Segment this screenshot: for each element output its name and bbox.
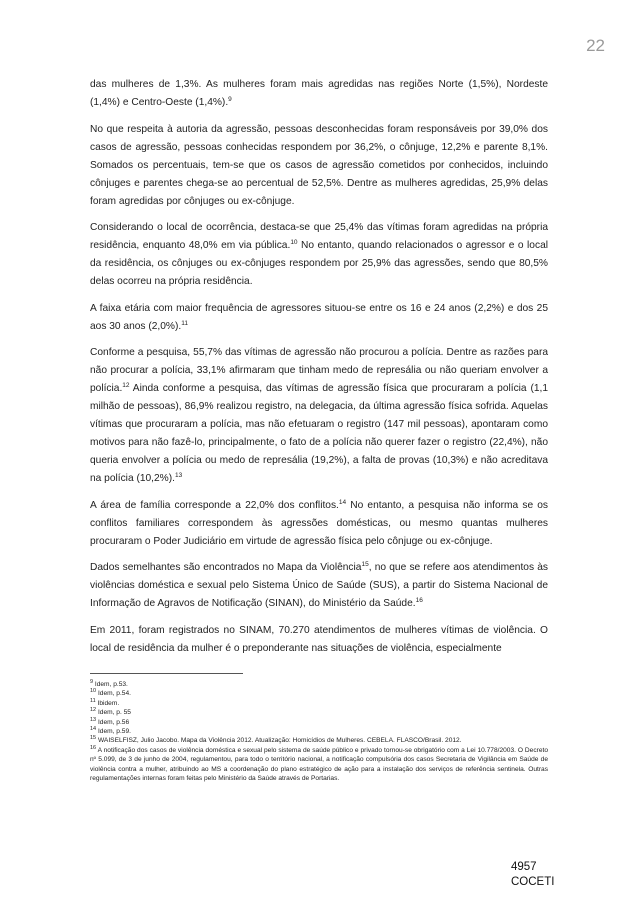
footnote-text: Idem, p.59.: [96, 728, 131, 736]
footnote: [90, 736, 548, 745]
footnote: [90, 680, 548, 689]
paragraph-text: , no que se refere aos atendimentos às violências doméstica e sexual pelo Sistema Único de Saúde (SUS), a partir do Sistema Nacional de Informação de Agravos de Notificação (SINAN), do Ministério da Saúde.: [90, 562, 548, 609]
paragraph: [90, 76, 548, 112]
footnote-number: 15: [90, 735, 97, 742]
paragraph: [90, 622, 548, 658]
footnote-text: Idem, p. 55: [96, 709, 131, 717]
footnote-text: Idem, p.53.: [93, 681, 128, 688]
paragraph-text: Considerando o local de ocorrência, destaca-se que 25,4% das vítimas foram agredidas na própria residência, enquanto 48,0% em via pública.: [90, 222, 548, 251]
footnote-reference: 10: [290, 239, 298, 246]
paragraph: [90, 497, 548, 551]
footnote-text: Idem, p.54.: [96, 690, 131, 698]
footnote-number: 16: [90, 744, 97, 751]
footnote: [90, 689, 548, 698]
paragraph: [90, 121, 548, 211]
paragraph-text: No entanto, quando relacionados o agressor e o local da residência, os cônjuges ou ex-cônjuges respondem por 25,9% das agressões, sendo que 80,5% delas ocorreu na própria residência.: [90, 240, 548, 287]
paragraph-text: Ainda conforme a pesquisa, das vítimas de agressão física que procuraram a polícia (1,1 milhão de pessoas), 86,9% realizou registro, na delegacia, da última agressão física sofrida. Aquelas vítimas que procuraram a polícia, mas não efetuaram o registro (147 mil pessoas), apontaram como motivos para não fazê-lo, principalmente, o fato de a polícia não querer fazer o registro (22,4%), não queria envolver a polícia ou medo de represália (19,2%), a falta de provas (10,3%) e não acreditava na polícia (10,2%).: [90, 383, 548, 484]
footnote-reference: 12: [122, 382, 130, 389]
footnote-reference: 13: [174, 472, 183, 479]
footnote-text: WAISELFISZ, Julio Jacobo. Mapa da Violência 2012. Atualização: Homicídios de Mulheres. CEBELA. FLASCO/Brasil. 2012.: [96, 737, 462, 745]
footnote-number: 12: [90, 707, 97, 714]
footnote: [90, 746, 548, 784]
paragraph: [90, 344, 548, 488]
paragraph: [90, 559, 548, 613]
paragraph-text: A área de família corresponde a 22,0% dos conflitos.: [90, 499, 339, 511]
footnote-divider: [90, 673, 243, 674]
footnote-reference: 14: [338, 498, 347, 506]
paragraph-text: Em 2011, foram registrados no SINAM, 70.270 atendimentos de mulheres vítimas de violência. O local de residência da mulher é o preponderante nas situações de violência, especialmente: [90, 624, 548, 654]
page-stamp: [511, 860, 554, 890]
paragraph-text: No entanto, a pesquisa não informa se os conflitos familiares correspondem às agressões domésticas, ou mesmo quantas mulheres procuraram o Poder Judiciário em virtude de agressão física pelo cônjuge ou ex-cônjuge.: [90, 499, 549, 547]
paragraph: [90, 219, 548, 291]
footnote-number: 10: [90, 688, 97, 695]
footnote-text: A notificação dos casos de violência doméstica e sexual pelo sistema de saúde público e privado tornou-se obrigatório com a Lei 10.778/2003. O Decreto nº 5.099, de 3 de junho de 2004, regulamentou, para todo o território nacional, a notificação compulsória dos casos Secretaria de Vigilância em Saúde de violência contra a mulher, atribuindo ao MS a coordenação do plano estratégico de ação para a instalação dos serviços de referência sentinela. Outras regulamentações internas foram feitas pelo Ministério da Saúde através de Portarias.: [90, 746, 548, 783]
footnote-text: Ibidem.: [95, 699, 120, 707]
paragraph-text: A faixa etária com maior frequência de agressores situou-se entre os 16 e 24 anos (2,2%) e dos 25 aos 30 anos (2,0%).: [90, 302, 548, 332]
paragraph: [90, 300, 548, 336]
footnote: [90, 718, 548, 727]
footnote-reference: 15: [361, 561, 369, 568]
paragraph-text: das mulheres de 1,3%. As mulheres foram mais agredidas nas regiões Norte (1,5%), Nordeste (1,4%) e Centro-Oeste (1,4%).: [90, 79, 548, 108]
paragraph-text: Dados semelhantes são encontrados no Mapa da Violência: [90, 562, 362, 573]
stamp-label: COCETI: [511, 876, 555, 888]
footnote-reference: 11: [181, 319, 188, 327]
footnote-number: 14: [90, 726, 97, 733]
paragraph-text: Conforme a pesquisa, 55,7% das vítimas de agressão não procurou a polícia. Dentre as razões para não procurar a polícia, 33,1% afirmaram que tinham medo de represália ou não queriam envolver a polícia.: [90, 347, 548, 394]
footnote-number: 13: [90, 716, 97, 723]
footnote-text: Idem, p.56: [96, 718, 130, 726]
footnote: [90, 727, 548, 736]
body-text: [90, 76, 548, 666]
stamp-number: 4957: [511, 861, 537, 873]
footnote: [90, 708, 548, 717]
footnote-reference: 9: [228, 96, 232, 103]
footnote-number: 9: [90, 679, 94, 685]
footnote-reference: 16: [415, 597, 423, 604]
paragraph-text: No que respeita à autoria da agressão, pessoas desconhecidas foram responsáveis por 39,0% dos casos de agressão, pessoas conhecidas respondem por 36,2%, o cônjuge, 12,2% e parente 8,1%. Somados os percentuais, tem-se que os casos de agressão cometidos por conhecidos, incluindo cônjuges e parentes chega-se ao percentual de 52,5%. Dentre as mulheres agredidas, 25,9% delas foram agredidas por cônjuges ou ex-cônjuge.: [90, 123, 548, 207]
footnotes: [90, 680, 548, 783]
page-number: 22: [586, 36, 605, 55]
footnote: [90, 699, 548, 708]
footnote-number: 11: [90, 697, 96, 704]
